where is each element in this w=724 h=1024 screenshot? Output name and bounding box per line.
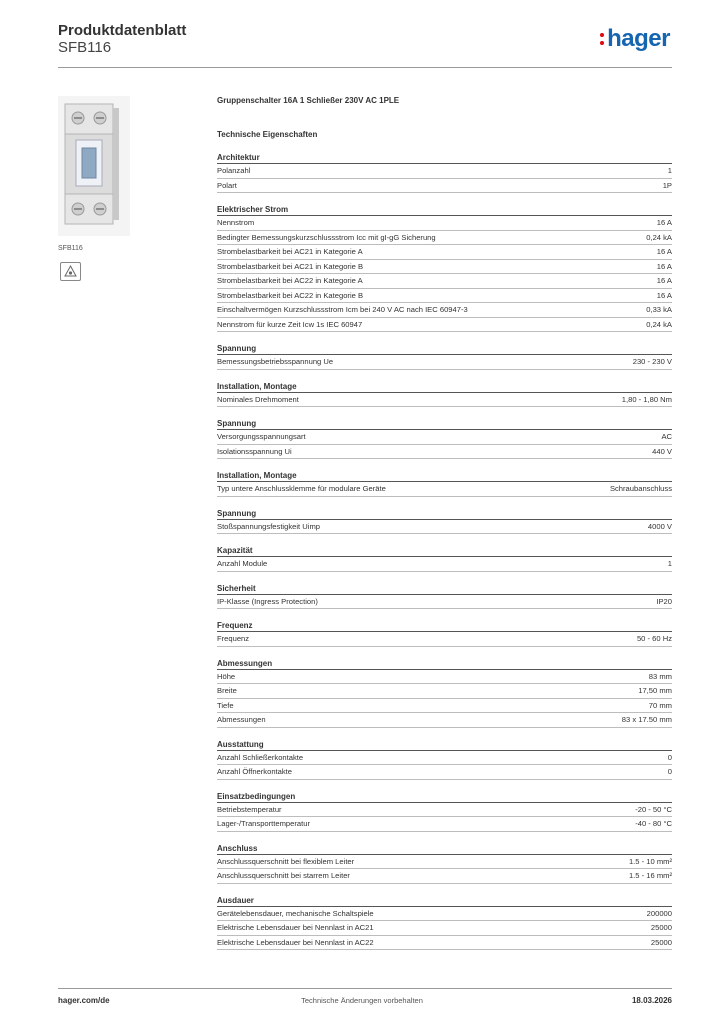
section-title: Einsatzbedingungen (217, 791, 672, 803)
spec-value: 16 A (656, 276, 672, 286)
product-title: Gruppenschalter 16A 1 Schließer 230V AC 1PLE (217, 96, 400, 105)
spec-section (217, 583, 672, 610)
spec-row (217, 869, 672, 884)
spec-label: Isolationsspannung Ui (217, 446, 292, 456)
section-title: Spannung (217, 343, 672, 355)
spec-label: Anzahl Öffnerkontakte (217, 767, 292, 777)
spec-row (217, 803, 672, 818)
spec-label: Nennstrom (217, 218, 255, 228)
spec-value: 70 mm (648, 700, 672, 710)
spec-label: Höhe (217, 671, 236, 681)
spec-row (217, 445, 672, 460)
spec-row (217, 817, 672, 832)
spec-section (217, 791, 672, 832)
spec-label: Typ untere Anschlussklemme für modulare Geräte (217, 484, 386, 494)
spec-section (217, 508, 672, 535)
spec-value: 0 (667, 752, 672, 762)
spec-label: IP-Klasse (Ingress Protection) (217, 596, 318, 606)
spec-row (217, 245, 672, 260)
spec-label: Strombelastbarkeit bei AC21 in Kategorie A (217, 247, 363, 257)
spec-value: IP20 (656, 596, 672, 606)
spec-label: Elektrische Lebensdauer bei Nennlast in AC21 (217, 923, 374, 933)
spec-row (217, 482, 672, 497)
spec-row (217, 289, 672, 304)
spec-value: 1 (667, 166, 672, 176)
logo-dots-icon (600, 33, 604, 45)
spec-value: 1 (667, 559, 672, 569)
footer-divider (58, 988, 672, 989)
spec-label: Breite (217, 686, 237, 696)
spec-label: Betriebstemperatur (217, 804, 282, 814)
spec-value: 25000 (650, 937, 672, 947)
spec-value: 16 A (656, 247, 672, 257)
spec-row (217, 855, 672, 870)
spec-label: Anzahl Schließerkontakte (217, 752, 304, 762)
spec-value: 4000 V (647, 521, 672, 531)
spec-value: 25000 (650, 923, 672, 933)
section-title: Elektrischer Strom (217, 204, 672, 216)
certification-mark-icon (60, 262, 81, 281)
spec-value: 16 A (656, 261, 672, 271)
spec-value: 440 V (652, 446, 672, 456)
spec-row (217, 231, 672, 246)
spec-row (217, 684, 672, 699)
section-title: Kapazität (217, 545, 672, 557)
logo-text: hager (607, 25, 670, 52)
spec-row (217, 430, 672, 445)
spec-row (217, 595, 672, 610)
spec-value: AC (661, 432, 672, 442)
spec-value: 16 A (656, 290, 672, 300)
spec-value: Schraubanschluss (609, 484, 672, 494)
spec-row (217, 557, 672, 572)
spec-value: 17,50 mm (638, 686, 672, 696)
spec-section (217, 381, 672, 408)
spec-row (217, 216, 672, 231)
spec-section (217, 739, 672, 780)
spec-label: Bedingter Bemessungskurzschlussstrom Icc mit gI-gG Sicherung (217, 232, 436, 242)
spec-label: Anschlussquerschnitt bei starrem Leiter (217, 871, 350, 881)
spec-label: Lager-/Transporttemperatur (217, 819, 310, 829)
page-header (58, 22, 670, 64)
section-title: Installation, Montage (217, 381, 672, 393)
spec-label: Tiefe (217, 700, 234, 710)
spec-label: Polanzahl (217, 166, 251, 176)
spec-value: 83 x 17.50 mm (621, 715, 672, 725)
spec-row (217, 355, 672, 370)
document-title: Produktdatenblatt (58, 22, 187, 39)
footer-website: hager.com/de (58, 996, 110, 1005)
spec-row (217, 164, 672, 179)
spec-value: 0,33 kA (646, 305, 672, 315)
spec-label: Frequenz (217, 634, 250, 644)
hager-logo (600, 22, 670, 56)
spec-label: Elektrische Lebensdauer bei Nennlast in AC22 (217, 937, 374, 947)
spec-row (217, 907, 672, 922)
spec-label: Gerätelebensdauer, mechanische Schaltspiele (217, 908, 374, 918)
section-title: Abmessungen (217, 658, 672, 670)
spec-row (217, 713, 672, 728)
spec-row (217, 303, 672, 318)
section-title: Spannung (217, 418, 672, 430)
spec-row (217, 699, 672, 714)
spec-label: Einschaltvermögen Kurzschlussstrom Icm bei 240 V AC nach IEC 60947-3 (217, 305, 468, 315)
spec-value: -40 - 80 °C (635, 819, 672, 829)
spec-row (217, 632, 672, 647)
technical-heading: Technische Eigenschaften (217, 130, 318, 139)
spec-row (217, 936, 672, 951)
spec-row (217, 260, 672, 275)
spec-value: 16 A (656, 218, 672, 228)
spec-label: Strombelastbarkeit bei AC21 in Kategorie B (217, 261, 364, 271)
section-title: Ausdauer (217, 895, 672, 907)
spec-label: Strombelastbarkeit bei AC22 in Kategorie B (217, 290, 364, 300)
section-title: Ausstattung (217, 739, 672, 751)
spec-value: 230 - 230 V (632, 357, 672, 367)
product-code: SFB116 (58, 39, 112, 56)
spec-label: Nominales Drehmoment (217, 394, 299, 404)
spec-label: Anschlussquerschnitt bei flexiblem Leiter (217, 856, 355, 866)
spec-row (217, 179, 672, 194)
spec-row (217, 670, 672, 685)
spec-section (217, 204, 672, 332)
header-divider (58, 67, 672, 68)
spec-section (217, 418, 672, 459)
section-title: Sicherheit (217, 583, 672, 595)
spec-value: 83 mm (648, 671, 672, 681)
spec-section (217, 470, 672, 497)
section-title: Architektur (217, 152, 672, 164)
spec-value: 0,24 kA (646, 232, 672, 242)
spec-value: 0,24 kA (646, 319, 672, 329)
spec-value: 200000 (646, 908, 672, 918)
spec-value: 1P (662, 180, 672, 190)
spec-value: 50 - 60 Hz (636, 634, 672, 644)
image-caption: SFB116 (58, 245, 83, 252)
footer-disclaimer: Technische Änderungen vorbehalten (301, 996, 423, 1005)
spec-label: Versorgungsspannungsart (217, 432, 306, 442)
spec-label: Polart (217, 180, 237, 190)
spec-section (217, 152, 672, 193)
spec-value: -20 - 50 °C (635, 804, 672, 814)
footer-date: 18.03.2026 (631, 996, 672, 1005)
spec-value: 1,80 - 1,80 Nm (621, 394, 672, 404)
spec-row (217, 393, 672, 408)
spec-row (217, 751, 672, 766)
section-title: Frequenz (217, 620, 672, 632)
spec-section (217, 843, 672, 884)
section-title: Spannung (217, 508, 672, 520)
spec-section (217, 545, 672, 572)
spec-label: Strombelastbarkeit bei AC22 in Kategorie A (217, 276, 363, 286)
spec-row (217, 921, 672, 936)
spec-label: Anzahl Module (217, 559, 268, 569)
spec-label: Bemessungsbetriebsspannung Ue (217, 357, 334, 367)
spec-section (217, 343, 672, 370)
product-image (58, 96, 130, 236)
spec-row (217, 318, 672, 333)
spec-section (217, 895, 672, 951)
spec-label: Stoßspannungsfestigkeit Uimp (217, 521, 320, 531)
spec-label: Abmessungen (217, 715, 266, 725)
section-title: Anschluss (217, 843, 672, 855)
spec-content (217, 96, 672, 961)
spec-row (217, 520, 672, 535)
spec-section (217, 658, 672, 728)
spec-label: Nennstrom für kurze Zeit Icw 1s IEC 60947 (217, 319, 363, 329)
spec-value: 1.5 - 16 mm² (628, 871, 672, 881)
spec-value: 1.5 - 10 mm² (628, 856, 672, 866)
spec-value: 0 (667, 767, 672, 777)
spec-section (217, 620, 672, 647)
section-title: Installation, Montage (217, 470, 672, 482)
spec-row (217, 274, 672, 289)
spec-row (217, 765, 672, 780)
spec-sections (217, 152, 672, 950)
